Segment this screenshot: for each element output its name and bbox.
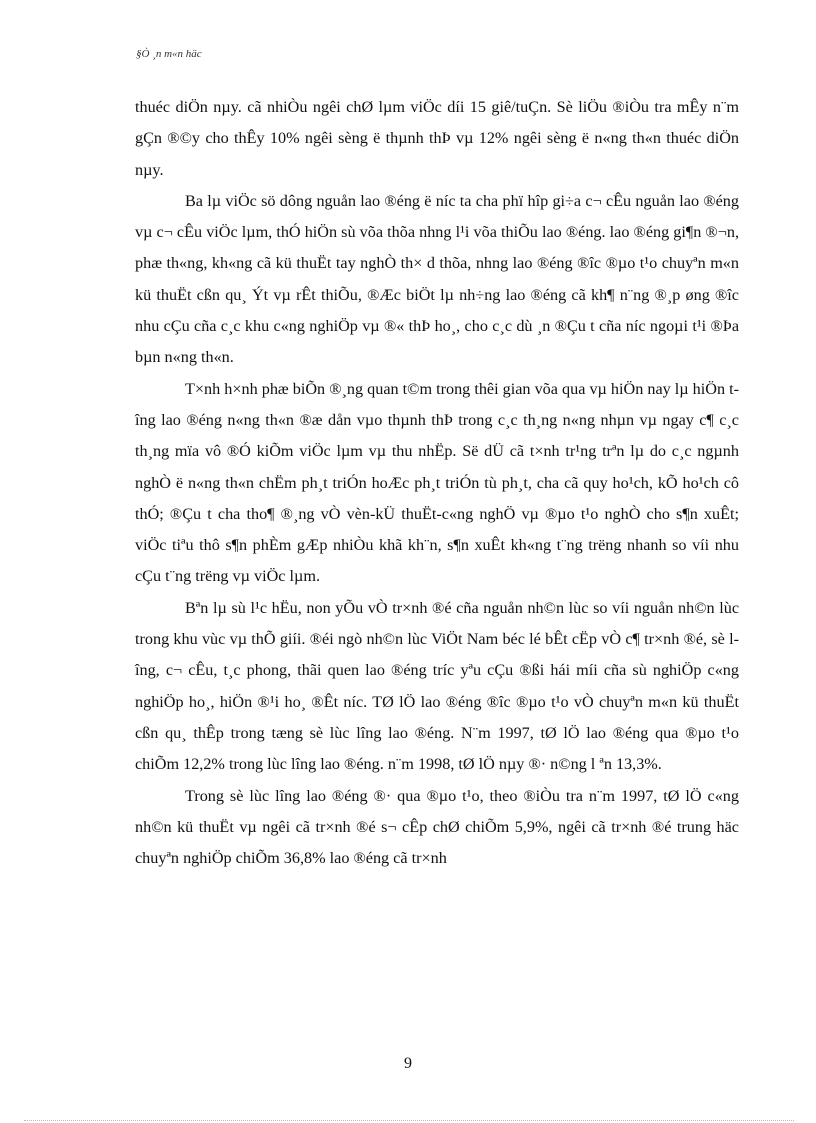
paragraph-rural-migration: T×nh h×nh phæ biÕn ®¸ng quan t©m trong thêi gian võa qua vµ hiÖn nay lµ hiÖn tîng lao ®éng n«ng th«n ®æ dån vµo thµnh thÞ trong c¸c th¸ng n«ng nhµn vµ ngay c¶ c¸c th¸ng mïa vô ®Ó kiÕm viÖc lµm vµ thu nhËp. Së dÜ cã t×nh tr¹ng trªn lµ do c¸c ngµnh nghÒ ë n«ng th«n chËm ph¸t triÓn hoÆc ph¸t triÓn tù ph¸t, cha cã quy ho¹ch, kÕ ho¹ch cô thÓ; ®Çu t cha tho¶ ®¸ng vÒ vèn-kÜ thuËt-c«ng nghÖ vµ ®µo t¹o nghÒ cho s¶n xuÊt; viÖc tiªu thô s¶n phÈm gÆp nhiÒu khã kh¨n, s¶n xuÊt kh«ng t¨ng trëng nhanh so víi nhu cÇu t¨ng trëng vµ viÖc lµm. [135,379,739,586]
paragraph-labor-structure: Ba lµ viÖc sö dông nguån lao ®éng ë níc ta cha phï hîp gi÷a c¬ cÊu nguån lao ®éng vµ c¬ cÊu viÖc lµm, thÓ hiÖn sù võa thõa nhng l¹i võa thiÕu lao ®éng. lao ®éng gi¶n ®¬n, phæ th«ng, kh«ng cã kü thuËt tay nghÒ th× d thõa, nhng lao ®éng ®îc ®µo t¹o chuyªn m«n kü thuËt cßn qu¸ Ýt vµ rÊt thiÕu, ®Æc biÖt lµ nh÷ng lao ®éng cã kh¶ n¨ng ®¸p øng ®îc nhu cÇu cña c¸c khu c«ng nghiÖp vµ ®« thÞ ho¸, cho c¸c dù ¸n ®Çu t cña níc ngoµi t¹i ®Þa bµn n«ng th«n. [135,191,739,367]
paragraph-trained-workforce: Trong sè lùc lîng lao ®éng ®· qua ®µo t¹o, theo ®iÒu tra n¨m 1997, tØ lÖ c«ng nh©n kü thuËt vµ ngêi cã tr×nh ®é s¬ cÊp chØ chiÕm 5,9%, ngêi cã tr×nh ®é trung häc chuyªn nghiÖp chiÕm 36,8% lao ®éng cã tr×nh [135,786,739,868]
footer-divider [24,1120,794,1121]
page-number: 9 [404,1055,412,1072]
running-header: §Ò ¸n m«n häc [136,48,202,60]
document-body [135,92,739,874]
paragraph-workforce-quality: Bªn lµ sù l¹c hËu, non yÕu vÒ tr×nh ®é cña nguån nh©n lùc so víi nguån nh©n lùc trong khu vùc vµ thÕ giíi. ®éi ngò nh©n lùc ViÖt Nam béc lé bÊt cËp vÒ c¶ tr×nh ®é, sè lîng, c¬ cÊu, t¸c phong, thãi quen lao ®éng tríc yªu cÇu ®ßi hái míi cña sù nghiÖp c«ng nghiÖp ho¸, hiÖn ®¹i ho¸ ®Êt níc. TØ lÖ lao ®éng ®îc ®µo t¹o vÒ chuyªn m«n kü thuËt cßn qu¸ thÊp trong tæng sè lùc lîng lao ®éng. N¨m 1997, tØ lÖ lao ®éng qua ®µo t¹o chiÕm 12,2% trong lùc lîng lao ®éng. n¨m 1998, tØ lÖ nµy ®· n©ng l ªn 13,3%. [135,598,739,774]
paragraph-continuation: thuéc diÖn nµy. cã nhiÒu ngêi chØ lµm viÖc díi 15 giê/tuÇn. Sè liÖu ®iÒu tra mÊy n¨m gÇn ®©y cho thÊy 10% ngêi sèng ë thµnh thÞ vµ 12% ngêi sèng ë n«ng th«n thuéc diÖn nµy. [135,98,739,179]
